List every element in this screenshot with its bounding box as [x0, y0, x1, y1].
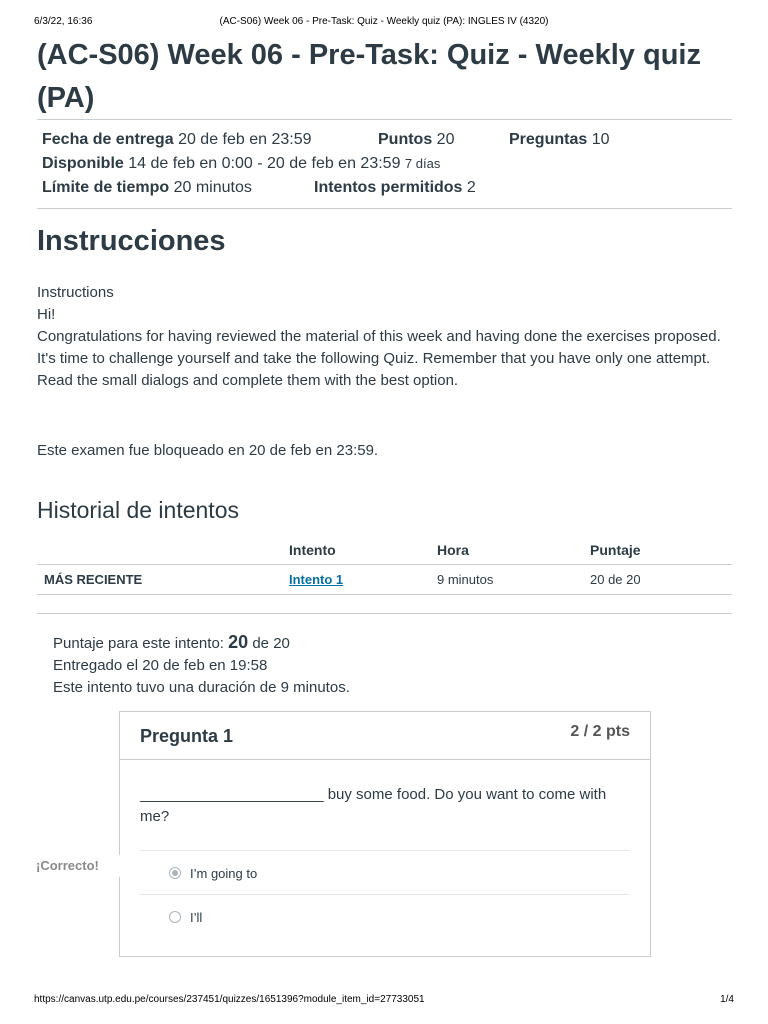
- print-url: https://canvas.utp.edu.pe/courses/237451/quizzes/1651396?module_item_id=27733051: [34, 994, 425, 1005]
- instructions-line: Instructions: [37, 284, 114, 301]
- correct-answer-tag: ¡Correcto!: [31, 855, 128, 877]
- instructions-body: [37, 282, 727, 392]
- attempts-detail: [314, 179, 476, 197]
- question-text: ______________________ buy some food. Do you want to come with me?: [140, 786, 607, 825]
- submitted-text: Entregado el 20 de feb en 19:58: [53, 657, 268, 674]
- time-limit-value: 20 minutos: [173, 179, 252, 196]
- answer-text: I’m going to: [190, 866, 258, 881]
- instructions-line: Congratulations for having reviewed the material of this week and having done the exercises proposed. It's time to challenge yourself and take the following Quiz. Remember that you have only one attempt.: [37, 328, 721, 367]
- divider: [37, 119, 732, 120]
- question-card: [119, 711, 651, 957]
- print-title: (AC-S06) Week 06 - Pre-Task: Quiz - Weekly quiz (PA): INGLES IV (4320): [219, 16, 549, 27]
- instructions-line: Hi!: [37, 306, 56, 323]
- question-header: [120, 712, 650, 760]
- column-header: Hora: [437, 536, 590, 565]
- divider: [37, 208, 732, 209]
- attempt-score: [53, 632, 290, 653]
- quiz-details-row-3: [42, 179, 252, 197]
- answer-option[interactable]: [140, 850, 630, 894]
- duration-text: Este intento tuvo una duración de 9 minutos.: [53, 679, 350, 696]
- available-label: Disponible: [42, 155, 124, 172]
- attempt-history-heading: Historial de intentos: [37, 497, 239, 523]
- table-row: [37, 565, 732, 595]
- radio-selected-icon[interactable]: [169, 867, 181, 879]
- locked-notice: Este examen fue bloqueado en 20 de feb en 23:59.: [37, 442, 379, 459]
- score-suffix: de 20: [252, 635, 290, 652]
- available-days: 7 días: [404, 156, 441, 171]
- column-header: [37, 536, 289, 565]
- questions-value: 10: [591, 131, 610, 148]
- due-label: Fecha de entrega: [42, 131, 174, 148]
- instructions-heading: Instrucciones: [37, 225, 226, 257]
- attempts-label: Intentos permitidos: [314, 179, 463, 196]
- divider: [37, 613, 732, 614]
- attempt-link[interactable]: Intento 1: [289, 572, 344, 587]
- due-value: 20 de feb en 23:59: [178, 131, 312, 148]
- score-value: 20: [228, 632, 249, 652]
- answer-text: I’ll: [190, 910, 203, 925]
- available-value: 14 de feb en 0:00 - 20 de feb en 23:59: [128, 155, 401, 172]
- points-value: 20: [436, 131, 455, 148]
- radio-empty-icon[interactable]: [169, 911, 181, 923]
- attempt-cell: [289, 565, 437, 595]
- table-header-row: [37, 536, 732, 565]
- column-header: Intento: [289, 536, 437, 565]
- attempt-history-table: [37, 536, 732, 595]
- question-title: Pregunta 1: [140, 726, 234, 746]
- attempts-value: 2: [466, 179, 476, 196]
- page-title: (AC-S06) Week 06 - Pre-Task: Quiz - Weekly quiz (PA): [37, 39, 701, 114]
- row-label: MÁS RECIENTE: [37, 565, 289, 595]
- questions-label: Preguntas: [509, 131, 588, 148]
- answer-option[interactable]: [140, 894, 630, 938]
- points-label: Puntos: [378, 131, 433, 148]
- print-page-number: 1/4: [720, 994, 734, 1005]
- score-prefix: Puntaje para este intento:: [53, 635, 224, 652]
- time-cell: 9 minutos: [437, 565, 590, 595]
- question-points: 2 / 2 pts: [570, 723, 630, 740]
- score-cell: 20 de 20: [590, 565, 732, 595]
- points-detail: [378, 131, 454, 149]
- quiz-details-row-2: [42, 155, 440, 173]
- questions-detail: [509, 131, 610, 149]
- instructions-line: Read the small dialogs and complete them with the best option.: [37, 372, 459, 389]
- quiz-details-row-1: [42, 131, 312, 149]
- print-datetime: 6/3/22, 16:36: [34, 16, 93, 27]
- column-header: Puntaje: [590, 536, 732, 565]
- time-limit-label: Límite de tiempo: [42, 179, 170, 196]
